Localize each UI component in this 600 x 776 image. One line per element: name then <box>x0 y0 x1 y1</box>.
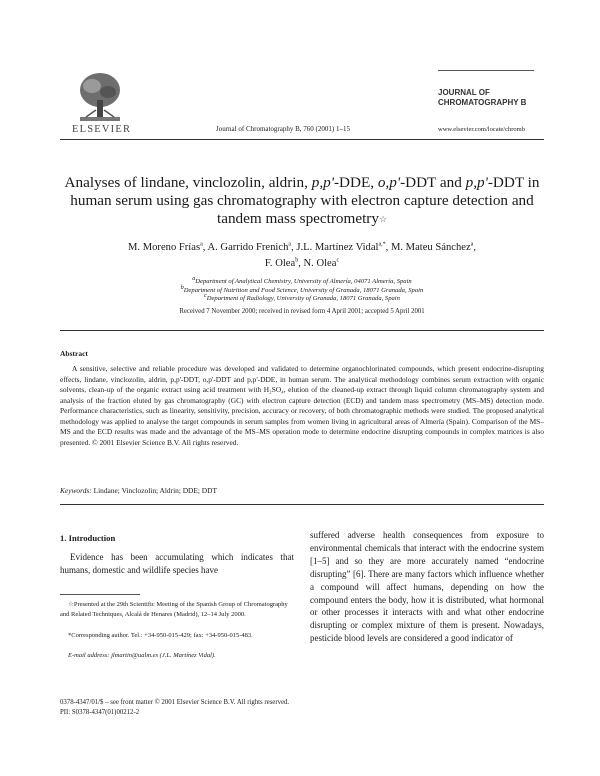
intro-column-right: suffered adverse health consequences from exposure to environmental chemicals that interact with the endocrine system [1–5] and so they are more accurately named “endocrine disrupting” [6]. There are many factors which influence whether a compound will affect humans, depending on how the compound enters the body, how it is distributed, what hormonal or other processes it interacts with and what other endocrine disrupting or complex mixture of them is present. Nowadays, pesticide blood levels are considered a good indicator of <box>310 530 544 644</box>
author-name: A. Garrido Frenich <box>207 242 289 253</box>
journal-name <box>438 88 526 108</box>
journal-url[interactable]: www.elsevier.com/locate/chromb <box>438 126 525 133</box>
author-name: F. Olea <box>264 258 296 269</box>
title-opddt-prefix: o,p' <box>377 174 401 191</box>
title-part3: -DDT and <box>400 174 466 191</box>
affiliation-a: $^a$Department of Analytical Chemistry, University of Almería, 04071 Almería, Spain <box>192 275 412 285</box>
author-affiliation-mark: c <box>336 257 340 264</box>
title-ppddt-prefix: p,p' <box>465 174 488 191</box>
abstract-text: A sensitive, selective and reliable procedure was developed and validated to determine organochlorinated compounds, which present endocrine-disrupting effects, lindane, vinclozolin, aldrin, p,p'-DDT, o,p'-DDT and p,p'-DDE, in human serum. The analytical methodology combines serum extraction with organic solvents, clean-up of the organic extract using acid treatment with H₂SO₄, elution of the cleaned-up extract through liquid column chromatography system and analysis of the fraction eluted by gas chromatography (GC) with electron capture detection (ECD) and tandem mass spectrometry (MS–MS) detection mode. Performance characteristics, such as linearity, sensitivity, precision, accuracy or recovery, of both chromatographic methods were studied. The proposed analytical methodology was applied to analyse the target compounds in serum samples from women living in agricultural areas of Almería (Spain). Comparison of the MS–MS and the ECD results was made and the advantage of the MS–MS operation mode to determine endocrine disrupting compounds in complex matrices is also presented. © 2001 Elsevier Science B.V. All rights reserved. <box>60 364 544 447</box>
abstract-bottom-divider <box>60 504 544 505</box>
journal-citation: Journal of Chromatography B, 760 (2001) 1–15 <box>216 125 350 133</box>
author-name: M. Moreno Frías <box>127 242 201 253</box>
affiliation-c: $^c$Department of Radiology, University of Granada, 18071 Granada, Spain <box>204 293 400 303</box>
section-heading-introduction: 1. Introduction <box>60 533 116 543</box>
footnote-presented: ☆Presented at the 29th Scientific Meeting of the Spanish Group of Chromatography and Related Techniques, Alcalá de Henares (Madrid), 12–14 July 2000. <box>60 601 288 618</box>
title-part1: Analyses of lindane, vinclozolin, aldrin, <box>64 174 312 191</box>
author-affiliation-mark: a,* <box>378 241 386 248</box>
footnote-corresponding-author: *Corresponding author. Tel.: +34-950-015-429; fax: +34-950-015-483. <box>68 632 253 639</box>
author-affiliation-mark: b <box>295 257 299 264</box>
title-part2: -DDE, <box>333 174 378 191</box>
article-title <box>60 174 544 228</box>
affiliations <box>60 275 544 304</box>
keywords-label: Keywords: <box>60 486 92 495</box>
keywords-list: Lindane; Vinclozolin; Aldrin; DDE; DDT <box>91 486 217 495</box>
footnote-email[interactable]: E-mail address: jlmartin@ualm.es (J.L. Martínez Vidal). <box>68 652 216 659</box>
abstract-heading: Abstract <box>60 349 88 358</box>
author-affiliation-mark: a <box>200 241 203 248</box>
author-name: N. Olea <box>303 258 337 269</box>
title-ppdde-prefix: p,p' <box>311 174 334 191</box>
journal-rule <box>438 70 534 71</box>
author-affiliation-mark: a <box>470 241 474 248</box>
author-name: J.L. Martínez Vidal <box>296 242 379 253</box>
author-affiliation-mark: a <box>288 241 292 248</box>
title-footnote-star[interactable]: ☆ <box>378 214 388 224</box>
keywords <box>60 486 217 495</box>
header-divider <box>60 139 544 140</box>
elsevier-tree-logo <box>76 70 124 124</box>
title-part4: -DDT in human serum using gas chromatography with electron capture detection and tandem mass spectrometry <box>70 174 540 227</box>
footnote-rule <box>60 594 140 595</box>
journal-name-line1: JOURNAL OF <box>438 88 490 97</box>
affiliation-b: $^b$Department of Nutrition and Food Science, University of Granada, 18071 Granada, Spain <box>180 284 424 294</box>
author-name: M. Mateu Sánchez <box>390 242 471 253</box>
copyright-line: 0378-4347/01/$ – see front matter © 2001 Elsevier Science B.V. All rights reserved. <box>60 699 290 706</box>
abstract-top-divider <box>60 330 544 331</box>
pii-line: PII: S0378-4347(01)00212-2 <box>60 709 140 716</box>
received-dates: Received 7 November 2000; received in revised form 4 April 2001; accepted 5 April 2001 <box>179 308 425 315</box>
intro-column-left: Evidence has been accumulating which indicates that humans, domestic and wildlife species have <box>60 552 294 575</box>
publisher-name: ELSEVIER <box>72 124 132 135</box>
author-list: M. Moreno Frías$^a$, A. Garrido Frenich$^a$, J.L. Martínez Vidal$^{a,*}$, M. Mateu Sánchez$^a$, F. Olea$^b$, N. Olea$^c$ <box>127 241 477 269</box>
journal-name-line2: CHROMATOGRAPHY B <box>438 98 527 107</box>
